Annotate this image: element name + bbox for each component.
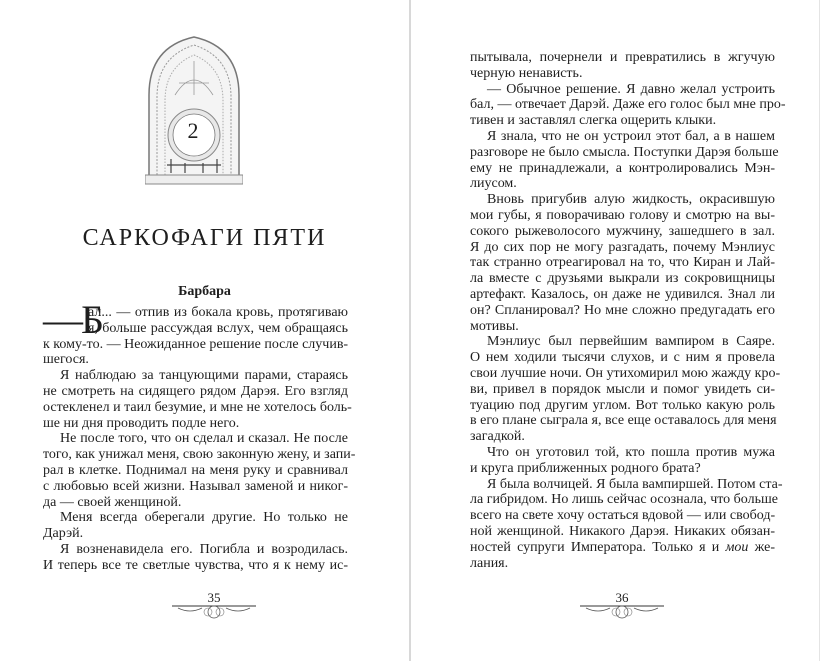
line-text: ему не принадлежали, а контролировались Мэн-	[470, 160, 775, 176]
text-line	[470, 413, 775, 429]
line-text: так странно отреагировал на то, что Киран и Лай-	[470, 255, 775, 271]
line-text: Что он уготовил той, кто пошла против мужа	[487, 444, 775, 460]
text-line	[470, 524, 775, 540]
line-text: шегося.	[43, 352, 89, 368]
text-line	[470, 82, 775, 98]
text-line	[470, 365, 781, 382]
text-line	[470, 208, 775, 224]
line-text: Я была волчицей. Я была вампиршей. Потом ста-	[487, 476, 783, 492]
text-line	[470, 476, 783, 493]
line-text: Я наблюдаю за танцующими парами, стараясь	[60, 368, 348, 384]
line-text: мои губы, я поворачиваю голову и смотрю на вы-	[470, 207, 775, 223]
text-line	[43, 352, 348, 368]
text-line	[470, 350, 775, 366]
line-text: к кому-то. — Неожиданное решение после случив-	[43, 336, 349, 352]
footer-ornament-icon	[580, 604, 664, 620]
line-text: Меня всегда оберегали другие. Но только не	[60, 510, 348, 526]
emphasis-text: мои	[725, 539, 749, 555]
text-line	[470, 255, 775, 271]
line-text: да — своей женщиной.	[43, 494, 182, 510]
text-line	[470, 144, 779, 161]
text-line	[470, 161, 775, 177]
chapter-number: 2	[187, 118, 199, 143]
line-text: ви, привел в порядок мысли и помог увидеть си-	[470, 381, 775, 397]
text-line	[470, 113, 775, 129]
text-line	[470, 382, 775, 398]
text-line	[43, 416, 348, 432]
text-line	[470, 129, 775, 145]
text-line	[43, 463, 348, 479]
line-text: разговоре не было смысла. Поступки Дарэя больше	[470, 144, 779, 160]
text-line	[470, 97, 786, 113]
text-line	[43, 368, 348, 384]
line-text: туацию под другим углом. Вот только какую роль	[470, 397, 775, 413]
line-text: тивен и заставлял слегка ощерить клыки.	[470, 113, 717, 129]
line-text: в его плане сыграла я, все еще оставалось для меня	[470, 413, 777, 429]
page-number: 36	[615, 590, 629, 605]
line-text: всего на свете хочу остаться вдовой — или свобод-	[470, 508, 776, 524]
line-text: лания.	[470, 555, 509, 571]
text-line	[43, 337, 348, 353]
line-text: лиусом.	[470, 176, 517, 192]
line-text: О нем ходили тысячи слухов, и с ним я провела	[470, 350, 775, 366]
text-line	[470, 445, 775, 461]
line-text: черную ненависть.	[470, 65, 583, 81]
text-line	[470, 319, 775, 335]
right-page	[411, 0, 820, 661]
text-line	[43, 479, 348, 495]
line-text: бал, — отвечает Дарэй. Даже его голос был мне про-	[470, 97, 786, 113]
gothic-arch-ornament-icon	[145, 35, 243, 185]
line-text: остекленел и таил безумие, и мне не хотелось боль-	[43, 399, 352, 415]
line-text: же-	[748, 539, 775, 555]
text-line	[470, 540, 775, 556]
line-text: Я до сих пор не могу разгадать, почему Мэнлиус	[470, 239, 775, 255]
drop-cap: —Б	[43, 297, 102, 342]
text-line	[43, 321, 348, 337]
body-text	[470, 50, 786, 571]
text-line	[470, 224, 775, 240]
line-text: — Обычное решение. Я давно желал устроить	[487, 81, 775, 97]
line-text: того, как унижал меня, свою законную жену, и запи-	[43, 447, 356, 463]
text-line	[470, 461, 775, 477]
line-text: рал в клетке. Поднимал на меня руку и сравнивал	[43, 462, 348, 478]
text-line	[43, 495, 348, 511]
line-text: Вновь пригубив алую жидкость, окрасившую	[487, 192, 775, 208]
text-line	[470, 303, 775, 319]
chapter-title: САРКОФАГИ ПЯТИ	[82, 225, 327, 251]
text-line	[43, 510, 348, 526]
text-line	[43, 399, 352, 416]
text-line	[43, 526, 348, 542]
line-text: он? Спланировал? Но мне сложно предугадать его	[470, 302, 775, 318]
line-text: Мэнлиус был первейшим вампиром в Саяре.	[487, 334, 775, 350]
text-line	[470, 66, 775, 82]
pov-character-heading: Барбара	[178, 284, 231, 299]
text-line	[470, 429, 775, 445]
text-line	[43, 558, 348, 574]
line-text: ла гибридом. Но лишь сейчас осознала, что больше	[470, 492, 778, 508]
line-text: ше ни дня проводить подле него.	[43, 415, 240, 431]
text-line	[470, 398, 775, 414]
text-line	[470, 240, 775, 256]
line-text: не смотреть на сидящего рядом Дарэя. Его взгляд	[43, 383, 348, 399]
line-text: Дарэй.	[43, 526, 84, 542]
text-line	[470, 271, 775, 287]
line-text: я, больше рассуждая вслух, чем обращаясь	[88, 320, 348, 336]
text-line	[470, 334, 775, 350]
footer-ornament-icon	[172, 604, 256, 620]
line-text: и круга приближенных родного брата?	[470, 460, 701, 476]
line-text: с любовью всей жизни. Называл заменой и никог-	[43, 478, 348, 494]
text-line	[470, 50, 775, 66]
body-text	[43, 305, 356, 574]
text-line	[470, 192, 775, 208]
text-line	[43, 431, 348, 447]
text-line	[470, 556, 775, 572]
left-page	[0, 0, 409, 661]
line-text: ал... — отпив из бокала кровь, протягиваю	[88, 305, 348, 320]
line-text: ной женщиной. Никакого Дарэя. Никаких обязан-	[470, 523, 775, 539]
line-text: Не после того, что он сделал и сказал. Не после	[60, 431, 348, 447]
text-line	[43, 305, 348, 321]
text-line	[470, 176, 775, 192]
line-text: И теперь все те светлые чувства, что я к нему ис-	[43, 557, 348, 573]
text-line	[43, 447, 356, 463]
line-text: артефакт. Казалось, он даже не удивился. Знал ли	[470, 286, 775, 302]
page-number: 35	[207, 590, 221, 605]
line-text: загадкой.	[470, 429, 525, 445]
text-line	[470, 508, 775, 524]
line-text: свои лучшие ночи. Он утихомирил мою жажду кро-	[470, 365, 781, 381]
line-text: ла вместе с друзьями выкрали из сокровищницы	[470, 271, 775, 287]
text-line	[470, 492, 778, 508]
line-text: Я знала, что не он устроил этот бал, а в нашем	[487, 128, 775, 144]
line-text: пытывала, почернели и превратились в жгучую	[470, 50, 775, 65]
text-line	[470, 287, 775, 303]
text-line	[43, 542, 348, 558]
line-text: ностей супруги Императора. Только я и	[470, 539, 726, 555]
line-text: мотивы.	[470, 318, 519, 334]
line-text: Я возненавидела его. Погибла и возродилась.	[60, 541, 348, 557]
line-text: сокого рыжеволосого мужчину, зашедшего в зал.	[470, 223, 775, 239]
text-line	[43, 384, 348, 400]
